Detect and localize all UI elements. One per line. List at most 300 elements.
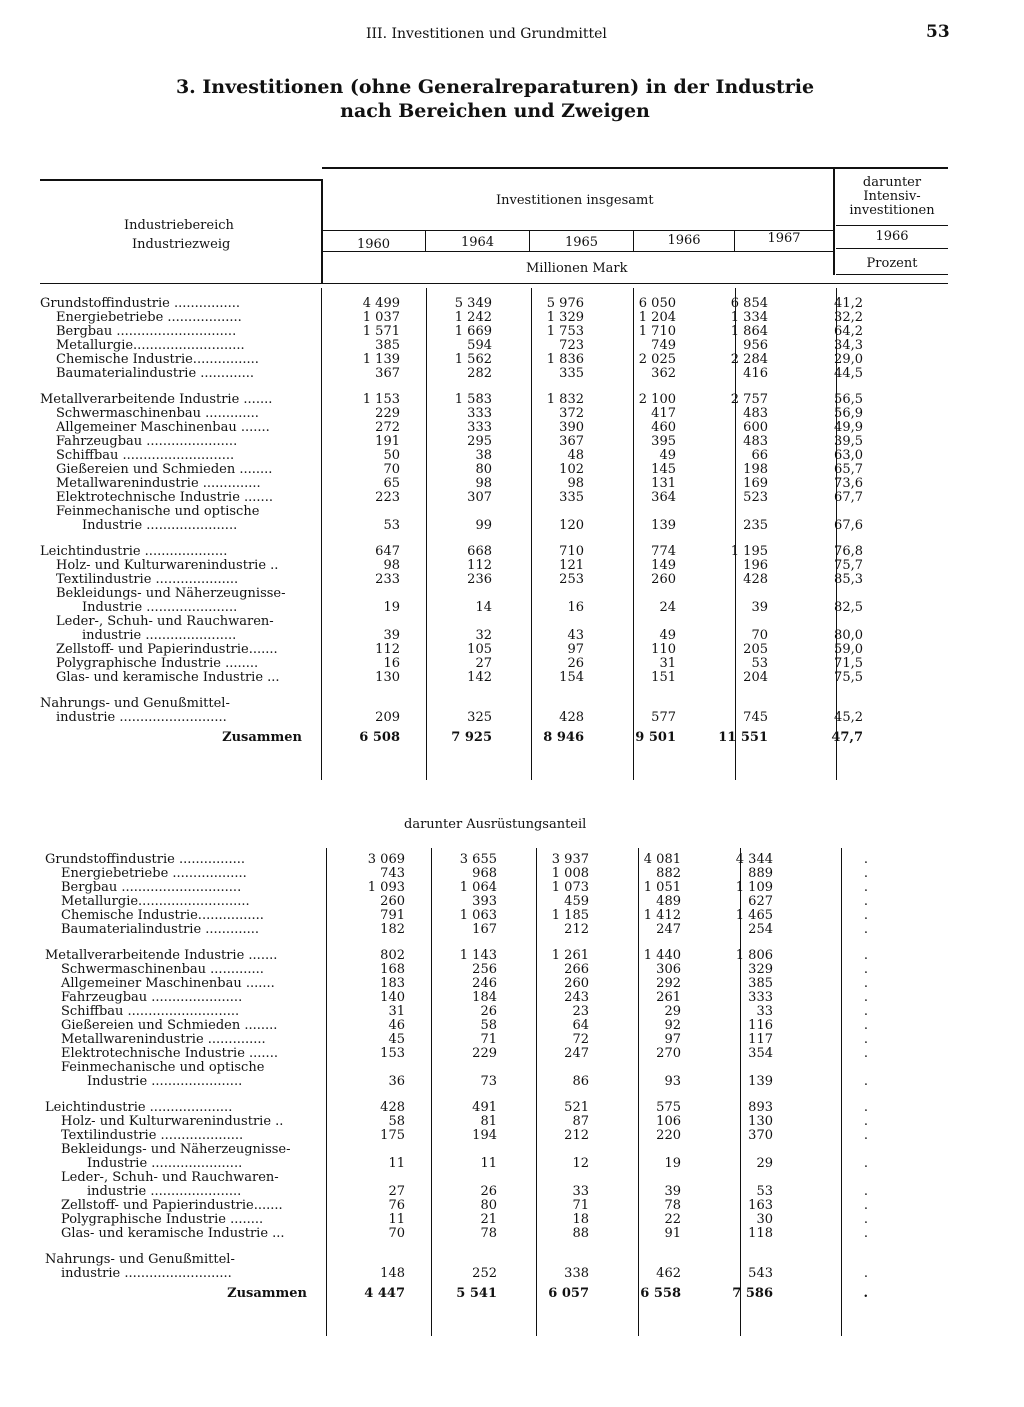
cell-value: 97 bbox=[664, 1032, 681, 1047]
row-label: Nahrungs- und Genußmittel- bbox=[40, 697, 230, 711]
cell-value: 26 bbox=[480, 1184, 497, 1199]
row-label: Industrie ...................... bbox=[82, 519, 238, 533]
row-label: Chemische Industrie................ bbox=[61, 909, 264, 923]
cell-value: 306 bbox=[656, 962, 681, 977]
cell-value bbox=[676, 697, 768, 711]
cell-value: 9 501 bbox=[635, 730, 676, 745]
investment-table bbox=[40, 297, 863, 745]
table-row bbox=[40, 477, 863, 491]
cell-value: 149 bbox=[651, 558, 676, 573]
cell-value: 243 bbox=[564, 990, 589, 1005]
cell-value bbox=[589, 1061, 681, 1075]
cell-value: 1 037 bbox=[362, 310, 400, 325]
cell-value bbox=[308, 587, 400, 601]
cell-value: 65 bbox=[383, 476, 400, 491]
cell-value: 71 bbox=[480, 1032, 497, 1047]
cell-percent: 47,7 bbox=[831, 730, 863, 745]
table-row bbox=[40, 297, 863, 311]
table-row bbox=[40, 339, 863, 353]
cell-percent: 56,9 bbox=[834, 406, 863, 421]
cell-value: 88 bbox=[572, 1226, 589, 1241]
cell-value: 24 bbox=[659, 600, 676, 615]
cell-value: 1 583 bbox=[454, 392, 492, 407]
table-row bbox=[40, 601, 863, 615]
cell-value: 212 bbox=[564, 922, 589, 937]
cell-value: 1 093 bbox=[367, 880, 405, 895]
cell-value: 260 bbox=[380, 894, 405, 909]
cell-value: 1 185 bbox=[551, 908, 589, 923]
cell-value: 18 bbox=[572, 1212, 589, 1227]
cell-percent: 32,2 bbox=[834, 310, 863, 325]
cell-value: 93 bbox=[664, 1074, 681, 1089]
cell-value: 39 bbox=[664, 1184, 681, 1199]
row-label: Metallwarenindustrie .............. bbox=[56, 477, 261, 491]
table-row bbox=[45, 1143, 868, 1157]
page-number: 53 bbox=[926, 22, 950, 42]
row-label: Leichtindustrie .................... bbox=[40, 545, 228, 559]
row-label: industrie ...................... bbox=[82, 629, 237, 643]
cell-value bbox=[308, 615, 400, 629]
cell-value: 23 bbox=[572, 1004, 589, 1019]
cell-value: 22 bbox=[664, 1212, 681, 1227]
row-label: Bekleidungs- und Näherzeugnisse- bbox=[56, 587, 286, 601]
cell-value: 72 bbox=[572, 1032, 589, 1047]
cell-percent bbox=[773, 1061, 868, 1075]
cell-percent: 71,5 bbox=[834, 656, 863, 671]
cell-percent: . bbox=[863, 1018, 868, 1033]
cell-percent: 39,5 bbox=[834, 434, 863, 449]
cell-value: 1 242 bbox=[454, 310, 492, 325]
cell-value: 26 bbox=[567, 656, 584, 671]
cell-value: 191 bbox=[375, 434, 400, 449]
cell-percent: . bbox=[863, 1074, 868, 1089]
cell-value: 205 bbox=[743, 642, 768, 657]
cell-percent: 67,6 bbox=[834, 518, 863, 533]
cell-value bbox=[400, 587, 492, 601]
cell-percent: 44,5 bbox=[834, 366, 863, 381]
table-row bbox=[45, 853, 868, 867]
cell-value: 1 261 bbox=[551, 948, 589, 963]
cell-value: 30 bbox=[756, 1212, 773, 1227]
cell-value: 882 bbox=[656, 866, 681, 881]
cell-value: 66 bbox=[751, 448, 768, 463]
cell-value: 1 669 bbox=[454, 324, 492, 339]
cell-value: 372 bbox=[559, 406, 584, 421]
cell-percent: . bbox=[863, 1004, 868, 1019]
cell-value: 38 bbox=[475, 448, 492, 463]
row-label: Glas- und keramische Industrie ... bbox=[61, 1227, 285, 1241]
cell-value: 11 bbox=[388, 1156, 405, 1171]
table-row bbox=[45, 895, 868, 909]
cell-value: 120 bbox=[559, 518, 584, 533]
row-label: Leder-, Schuh- und Rauchwaren- bbox=[56, 615, 274, 629]
cell-value: 253 bbox=[559, 572, 584, 587]
cell-value: 11 551 bbox=[718, 730, 768, 745]
cell-value: 6 558 bbox=[640, 1286, 681, 1301]
row-label: Metallverarbeitende Industrie ....... bbox=[45, 949, 278, 963]
table-row bbox=[45, 1033, 868, 1047]
unit-prozent: Prozent bbox=[866, 256, 918, 271]
cell-value: 139 bbox=[651, 518, 676, 533]
cell-percent: . bbox=[863, 1266, 868, 1281]
table-row bbox=[45, 1019, 868, 1033]
cell-value: 233 bbox=[375, 572, 400, 587]
cell-value: 153 bbox=[380, 1046, 405, 1061]
cell-value: 489 bbox=[656, 894, 681, 909]
cell-percent: . bbox=[863, 908, 868, 923]
cell-value: 575 bbox=[656, 1100, 681, 1115]
row-label: Chemische Industrie................ bbox=[56, 353, 259, 367]
cell-value: 710 bbox=[559, 544, 584, 559]
cell-value: 282 bbox=[467, 366, 492, 381]
cell-value: 99 bbox=[475, 518, 492, 533]
table-row bbox=[40, 435, 863, 449]
cell-value bbox=[313, 1171, 405, 1185]
cell-value: 145 bbox=[651, 462, 676, 477]
table-row bbox=[45, 1101, 868, 1115]
cell-value: 362 bbox=[651, 366, 676, 381]
year-1966: 1966 bbox=[667, 233, 701, 248]
cell-value: 194 bbox=[472, 1128, 497, 1143]
cell-value bbox=[584, 697, 676, 711]
cell-value: 1 836 bbox=[546, 352, 584, 367]
cell-value: 112 bbox=[467, 558, 492, 573]
row-label: Baumaterialindustrie ............. bbox=[56, 367, 254, 381]
cell-value: 49 bbox=[659, 628, 676, 643]
table-row bbox=[40, 367, 863, 381]
group-heading-intensive-2: Intensiv- bbox=[863, 189, 921, 204]
group-heading-intensive-3: investitionen bbox=[849, 203, 935, 218]
cell-value: 130 bbox=[748, 1114, 773, 1129]
cell-value bbox=[492, 615, 584, 629]
cell-value: 307 bbox=[467, 490, 492, 505]
cell-value bbox=[681, 1061, 773, 1075]
cell-value: 220 bbox=[656, 1128, 681, 1143]
row-label: Polygraphische Industrie ........ bbox=[56, 657, 259, 671]
cell-value: 261 bbox=[656, 990, 681, 1005]
cell-value: 4 447 bbox=[364, 1286, 405, 1301]
cell-value: 64 bbox=[572, 1018, 589, 1033]
stub-heading-1: Industriebereich bbox=[124, 218, 234, 233]
table-title-line2: nach Bereichen und Zweigen bbox=[340, 100, 650, 122]
cell-value: 247 bbox=[656, 922, 681, 937]
cell-percent: . bbox=[863, 922, 868, 937]
row-label: Grundstoffindustrie ................ bbox=[45, 853, 246, 867]
cell-value: 1 864 bbox=[730, 324, 768, 339]
cell-value: 16 bbox=[567, 600, 584, 615]
cell-percent: 76,8 bbox=[834, 544, 863, 559]
cell-value: 260 bbox=[651, 572, 676, 587]
row-label: Metallurgie........................... bbox=[56, 339, 245, 353]
cell-value: 460 bbox=[651, 420, 676, 435]
cell-value: 956 bbox=[743, 338, 768, 353]
cell-value: 1 109 bbox=[735, 880, 773, 895]
row-label: Gießereien und Schmieden ........ bbox=[61, 1019, 278, 1033]
cell-percent bbox=[773, 1253, 868, 1267]
cell-value: 6 057 bbox=[548, 1286, 589, 1301]
table-row bbox=[40, 311, 863, 325]
table-row bbox=[40, 643, 863, 657]
row-label: Bekleidungs- und Näherzeugnisse- bbox=[61, 1143, 291, 1157]
cell-percent: . bbox=[863, 990, 868, 1005]
cell-value: 183 bbox=[380, 976, 405, 991]
cell-value: 46 bbox=[388, 1018, 405, 1033]
cell-value: 11 bbox=[480, 1156, 497, 1171]
cell-value: 32 bbox=[475, 628, 492, 643]
cell-value: 272 bbox=[375, 420, 400, 435]
cell-value: 43 bbox=[567, 628, 584, 643]
cell-value: 483 bbox=[743, 406, 768, 421]
row-label: Zellstoff- und Papierindustrie....... bbox=[61, 1199, 283, 1213]
cell-value: 140 bbox=[380, 990, 405, 1005]
intensive-rule-bottom bbox=[836, 248, 948, 249]
row-label: Allgemeiner Maschinenbau ....... bbox=[61, 977, 275, 991]
cell-value: 98 bbox=[567, 476, 584, 491]
cell-value: 168 bbox=[380, 962, 405, 977]
cell-value: 577 bbox=[651, 710, 676, 725]
cell-value: 78 bbox=[480, 1226, 497, 1241]
cell-value: 49 bbox=[659, 448, 676, 463]
cell-value: 254 bbox=[748, 922, 773, 937]
cell-value: 745 bbox=[743, 710, 768, 725]
cell-value: 968 bbox=[472, 866, 497, 881]
table-title-line1: 3. Investitionen (ohne Generalreparaturen) in der Industrie bbox=[175, 76, 815, 98]
cell-value: 428 bbox=[380, 1100, 405, 1115]
cell-value: 1 806 bbox=[735, 948, 773, 963]
table-row bbox=[40, 671, 863, 685]
cell-value: 354 bbox=[748, 1046, 773, 1061]
table-row bbox=[45, 1227, 868, 1241]
table-row bbox=[40, 573, 863, 587]
cell-value: 1 465 bbox=[735, 908, 773, 923]
table-row bbox=[45, 1047, 868, 1061]
cell-value bbox=[584, 505, 676, 519]
cell-value: 3 937 bbox=[551, 852, 589, 867]
intensive-year: 1966 bbox=[875, 229, 909, 244]
cell-value: 131 bbox=[651, 476, 676, 491]
cell-value: 1 562 bbox=[454, 352, 492, 367]
group-heading-intensive-1: darunter bbox=[862, 175, 922, 190]
cell-percent: 56,5 bbox=[834, 392, 863, 407]
cell-value: 668 bbox=[467, 544, 492, 559]
cell-value: 5 976 bbox=[546, 296, 584, 311]
cell-value: 7 925 bbox=[451, 730, 492, 745]
table-row bbox=[45, 1005, 868, 1019]
table-row bbox=[45, 923, 868, 937]
row-label: Industrie ...................... bbox=[87, 1157, 243, 1171]
cell-value: 385 bbox=[748, 976, 773, 991]
table-row bbox=[45, 1061, 868, 1075]
row-spacer bbox=[45, 1089, 868, 1101]
year-1964: 1964 bbox=[460, 235, 495, 250]
cell-percent bbox=[768, 505, 863, 519]
cell-value: 31 bbox=[388, 1004, 405, 1019]
cell-value: 117 bbox=[748, 1032, 773, 1047]
cell-percent: 45,2 bbox=[834, 710, 863, 725]
cell-value: 333 bbox=[467, 420, 492, 435]
cell-value: 80 bbox=[475, 462, 492, 477]
table-row bbox=[40, 393, 863, 407]
cell-value: 154 bbox=[559, 670, 584, 685]
cell-value: 2 284 bbox=[730, 352, 768, 367]
row-label: Leichtindustrie .................... bbox=[45, 1101, 233, 1115]
cell-value: 3 655 bbox=[459, 852, 497, 867]
cell-value: 26 bbox=[480, 1004, 497, 1019]
cell-value: 142 bbox=[467, 670, 492, 685]
cell-percent: 59,0 bbox=[834, 642, 863, 657]
cell-value: 130 bbox=[375, 670, 400, 685]
cell-value: 292 bbox=[656, 976, 681, 991]
table-row bbox=[45, 1075, 868, 1089]
cell-percent: . bbox=[863, 1100, 868, 1115]
cell-percent: . bbox=[863, 1156, 868, 1171]
cell-value bbox=[405, 1253, 497, 1267]
cell-value: 1 143 bbox=[459, 948, 497, 963]
cell-value: 7 586 bbox=[732, 1286, 773, 1301]
cell-value: 295 bbox=[467, 434, 492, 449]
cell-value: 893 bbox=[748, 1100, 773, 1115]
cell-value bbox=[584, 615, 676, 629]
cell-value: 743 bbox=[380, 866, 405, 881]
cell-percent: . bbox=[863, 1032, 868, 1047]
cell-value: 462 bbox=[656, 1266, 681, 1281]
cell-value bbox=[308, 505, 400, 519]
row-label: industrie .......................... bbox=[56, 711, 227, 725]
cell-value: 600 bbox=[743, 420, 768, 435]
cell-value: 1 329 bbox=[546, 310, 584, 325]
unit-millionen-mark: Millionen Mark bbox=[526, 261, 628, 276]
cell-value bbox=[676, 615, 768, 629]
row-label: Metallverarbeitende Industrie ....... bbox=[40, 393, 273, 407]
cell-value: 235 bbox=[743, 518, 768, 533]
cell-percent: 64,2 bbox=[834, 324, 863, 339]
cell-value: 247 bbox=[564, 1046, 589, 1061]
cell-value: 53 bbox=[383, 518, 400, 533]
cell-value: 523 bbox=[743, 490, 768, 505]
cell-value: 16 bbox=[383, 656, 400, 671]
cell-value bbox=[681, 1143, 773, 1157]
cell-value: 393 bbox=[472, 894, 497, 909]
row-label: Elektrotechnische Industrie ....... bbox=[56, 491, 273, 505]
cell-value: 385 bbox=[375, 338, 400, 353]
table-row bbox=[45, 867, 868, 881]
cell-value: 19 bbox=[664, 1156, 681, 1171]
cell-value: 53 bbox=[756, 1184, 773, 1199]
cell-percent bbox=[773, 1143, 868, 1157]
cell-value: 209 bbox=[375, 710, 400, 725]
cell-value: 87 bbox=[572, 1114, 589, 1129]
cell-value: 1 710 bbox=[638, 324, 676, 339]
group-heading-total: Investitionen insgesamt bbox=[496, 193, 654, 208]
equipment-share-table bbox=[45, 853, 868, 1301]
cell-value bbox=[308, 697, 400, 711]
cell-percent: . bbox=[863, 894, 868, 909]
cell-value bbox=[405, 1171, 497, 1185]
table-row bbox=[45, 1213, 868, 1227]
table-row bbox=[40, 519, 863, 533]
cell-value: 325 bbox=[467, 710, 492, 725]
cell-percent: . bbox=[863, 948, 868, 963]
row-spacer bbox=[40, 685, 863, 697]
cell-value: 163 bbox=[748, 1198, 773, 1213]
cell-value: 723 bbox=[559, 338, 584, 353]
cell-value: 106 bbox=[656, 1114, 681, 1129]
cell-value: 196 bbox=[743, 558, 768, 573]
cell-value: 791 bbox=[380, 908, 405, 923]
cell-value: 390 bbox=[559, 420, 584, 435]
cell-value: 36 bbox=[388, 1074, 405, 1089]
cell-value: 112 bbox=[375, 642, 400, 657]
cell-value: 1 412 bbox=[643, 908, 681, 923]
cell-value: 4 344 bbox=[735, 852, 773, 867]
row-label: Allgemeiner Maschinenbau ....... bbox=[56, 421, 270, 435]
row-label: Zusammen bbox=[227, 1287, 307, 1301]
cell-value: 21 bbox=[480, 1212, 497, 1227]
cell-value: 270 bbox=[656, 1046, 681, 1061]
cell-value: 417 bbox=[651, 406, 676, 421]
cell-value bbox=[584, 587, 676, 601]
cell-value: 1 139 bbox=[362, 352, 400, 367]
row-label: Energiebetriebe .................. bbox=[61, 867, 247, 881]
cell-value: 1 064 bbox=[459, 880, 497, 895]
cell-value bbox=[589, 1143, 681, 1157]
cell-value: 19 bbox=[383, 600, 400, 615]
table-row bbox=[45, 1199, 868, 1213]
row-label: Glas- und keramische Industrie ... bbox=[56, 671, 280, 685]
cell-percent: 85,3 bbox=[834, 572, 863, 587]
cell-percent: . bbox=[863, 1198, 868, 1213]
cell-value: 86 bbox=[572, 1074, 589, 1089]
table-row bbox=[40, 711, 863, 725]
cell-value: 333 bbox=[467, 406, 492, 421]
cell-percent: 75,7 bbox=[834, 558, 863, 573]
cell-value: 81 bbox=[480, 1114, 497, 1129]
cell-value: 212 bbox=[564, 1128, 589, 1143]
cell-value: 491 bbox=[472, 1100, 497, 1115]
cell-value: 76 bbox=[388, 1198, 405, 1213]
cell-value bbox=[400, 505, 492, 519]
cell-value: 4 081 bbox=[643, 852, 681, 867]
cell-value: 33 bbox=[572, 1184, 589, 1199]
row-label: Textilindustrie .................... bbox=[56, 573, 239, 587]
cell-percent bbox=[768, 615, 863, 629]
cell-percent: . bbox=[863, 1184, 868, 1199]
cell-percent: 82,5 bbox=[834, 600, 863, 615]
cell-percent: 67,7 bbox=[834, 490, 863, 505]
cell-value: 395 bbox=[651, 434, 676, 449]
cell-value: 1 195 bbox=[730, 544, 768, 559]
cell-value: 2 100 bbox=[638, 392, 676, 407]
table-row bbox=[45, 991, 868, 1005]
row-label: Baumaterialindustrie ............. bbox=[61, 923, 259, 937]
table-row bbox=[40, 657, 863, 671]
cell-value bbox=[497, 1143, 589, 1157]
cell-value: 364 bbox=[651, 490, 676, 505]
row-label: Energiebetriebe .................. bbox=[56, 311, 242, 325]
cell-value: 48 bbox=[567, 448, 584, 463]
cell-value: 39 bbox=[383, 628, 400, 643]
cell-value: 1 753 bbox=[546, 324, 584, 339]
table-row bbox=[40, 587, 863, 601]
cell-value: 1 051 bbox=[643, 880, 681, 895]
cell-value: 78 bbox=[664, 1198, 681, 1213]
table-row bbox=[40, 325, 863, 339]
table-row bbox=[40, 449, 863, 463]
cell-value: 121 bbox=[559, 558, 584, 573]
cell-value: 31 bbox=[659, 656, 676, 671]
row-label: Leder-, Schuh- und Rauchwaren- bbox=[61, 1171, 279, 1185]
cell-value: 367 bbox=[559, 434, 584, 449]
